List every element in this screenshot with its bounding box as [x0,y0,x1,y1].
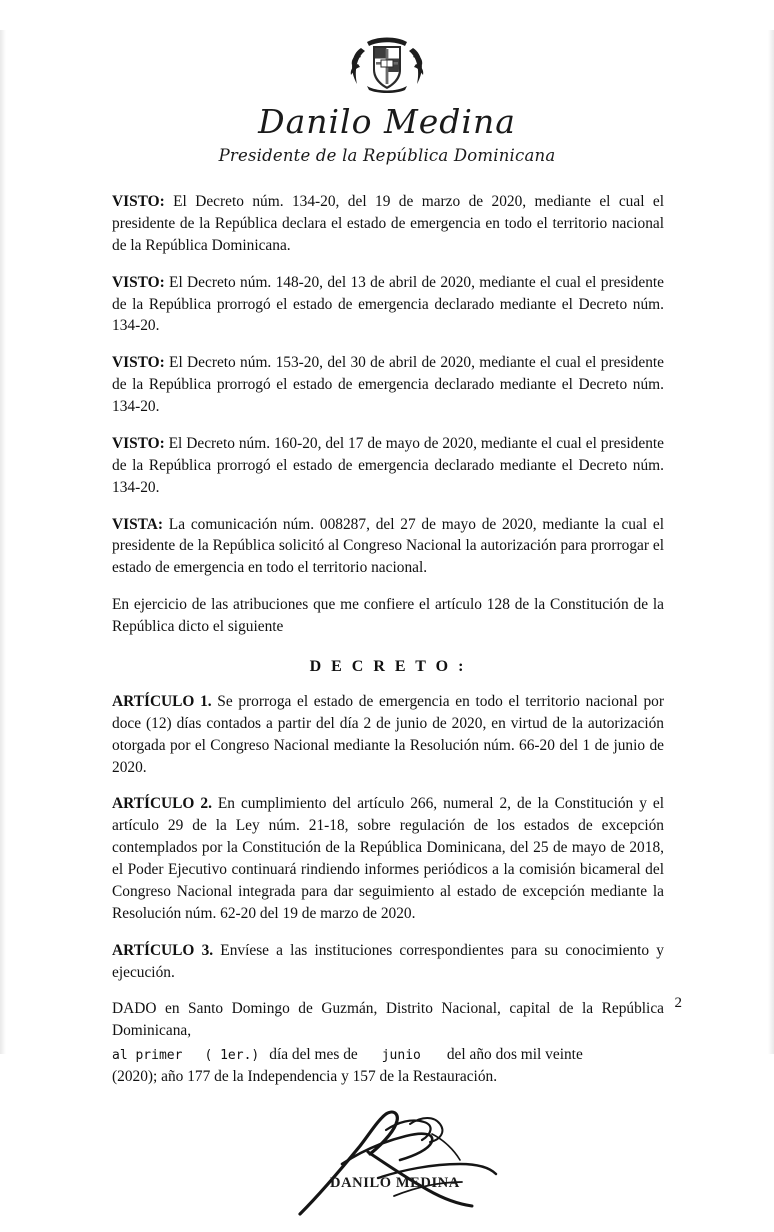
paragraph-visto-3 [112,352,664,418]
paragraph-visto-2 [112,272,664,338]
closing-line-3: (2020); año 177 de la Independencia y 157 de la Restauración. [112,1068,498,1086]
paragraph-lead: VISTO: [112,273,165,291]
decreto-heading: D E C R E T O : [309,657,467,675]
document-body [112,191,664,1232]
signatory-title: Presidente de la República Dominicana [218,146,556,165]
paragraph-lead: VISTO: [112,354,165,372]
closing-line-1: en Santo Domingo de Guzmán, Distrito Nacional, capital de la República Dominicana, [112,1000,664,1040]
paragraph-text: En ejercicio de las atribuciones que me confiere el artículo 128 de la Constitución de la República dicto el siguiente [112,596,664,635]
paragraph-text: La comunicación núm. 008287, del 27 de mayo de 2020, mediante la cual el presidente de la República solicitó al Congreso Nacional la autorización para prorrogar el estado de emergencia en todo el territorio nacional. [112,515,664,577]
signer-printed-name: DANILO MEDINA [330,1175,460,1192]
paragraph-text: El Decreto núm. 134-20, del 19 de marzo de 2020, mediante el cual el presidente de la República declara el estado de emergencia en todo el territorio nacional de la República Dominicana. [112,193,664,254]
typed-day-prefix: al primer [112,1048,183,1064]
closing-typed-row [112,1043,664,1066]
typed-day-ordinal: ( 1er.) [204,1048,260,1064]
article-3 [112,940,664,984]
closing-block [112,998,664,1088]
closing-lead: DADO [112,1000,157,1018]
paragraph-text: El Decreto núm. 160-20, del 17 de mayo de 2020, mediante el cual el presidente de la República prorrogó el estado de emergencia declarado mediante el Decreto núm. 134-20. [112,434,664,496]
page-number: 2 [674,995,682,1011]
article-lead: ARTÍCULO 1. [112,692,212,710]
article-2 [112,793,664,924]
paragraph-visto-1 [112,191,664,257]
paragraph-ejercicio [112,594,664,638]
article-text: Se prorroga el estado de emergencia en todo el territorio nacional por doce (12) días contados a partir del día 2 de junio de 2020, en virtud de la autorización otorgada por el Congreso Nacional mediante la Resolución núm. 66-20 del 1 de junio de 2020. [112,692,664,776]
article-text: En cumplimiento del artículo 266, numeral 2, de la Constitución y el artículo 29 de la Ley núm. 21-18, sobre regulación de los estados de excepción contemplados por la Constitución de la República Dominicana, del 25 de mayo de 2018, el Poder Ejecutivo continuará rindiendo informes periódicos a la comisión bicameral del Congreso Nacional integrada para dar seguimiento al estado de excepción mediante la Resolución núm. 62-20 del 19 de marzo de 2020. [112,795,664,922]
handwritten-signature-icon [282,1106,512,1226]
typed-mid-text: día del mes de [269,1046,358,1064]
paragraph-lead: VISTO: [112,434,165,452]
paragraph-lead: VISTO: [112,193,165,210]
paragraph-text: El Decreto núm. 153-20, del 30 de abril de 2020, mediante el cual el presidente de la República prorrogó el estado de emergencia declarado mediante el Decreto núm. 134-20. [112,354,664,415]
typed-tail-text: del año dos mil veinte [446,1046,583,1064]
signature-area [112,1112,664,1232]
paragraph-lead: VISTA: [112,515,164,533]
article-text: Envíese a las instituciones correspondientes para su conocimiento y ejecución. [112,941,664,981]
signatory-name: Danilo Medina [258,102,516,141]
article-lead: ARTÍCULO 2. [112,795,212,813]
document-page [0,30,774,1192]
article-lead: ARTÍCULO 3. [112,941,214,959]
coat-of-arms-icon [341,30,433,96]
paragraph-visto-4 [112,433,664,499]
paragraph-text: El Decreto núm. 148-20, del 13 de abril de 2020, mediante el cual el presidente de la República prorrogó el estado de emergencia declarado mediante el Decreto núm. 134-20. [112,273,664,335]
article-1 [112,691,664,779]
typed-month: junio [381,1048,421,1064]
paragraph-vista [112,514,664,580]
